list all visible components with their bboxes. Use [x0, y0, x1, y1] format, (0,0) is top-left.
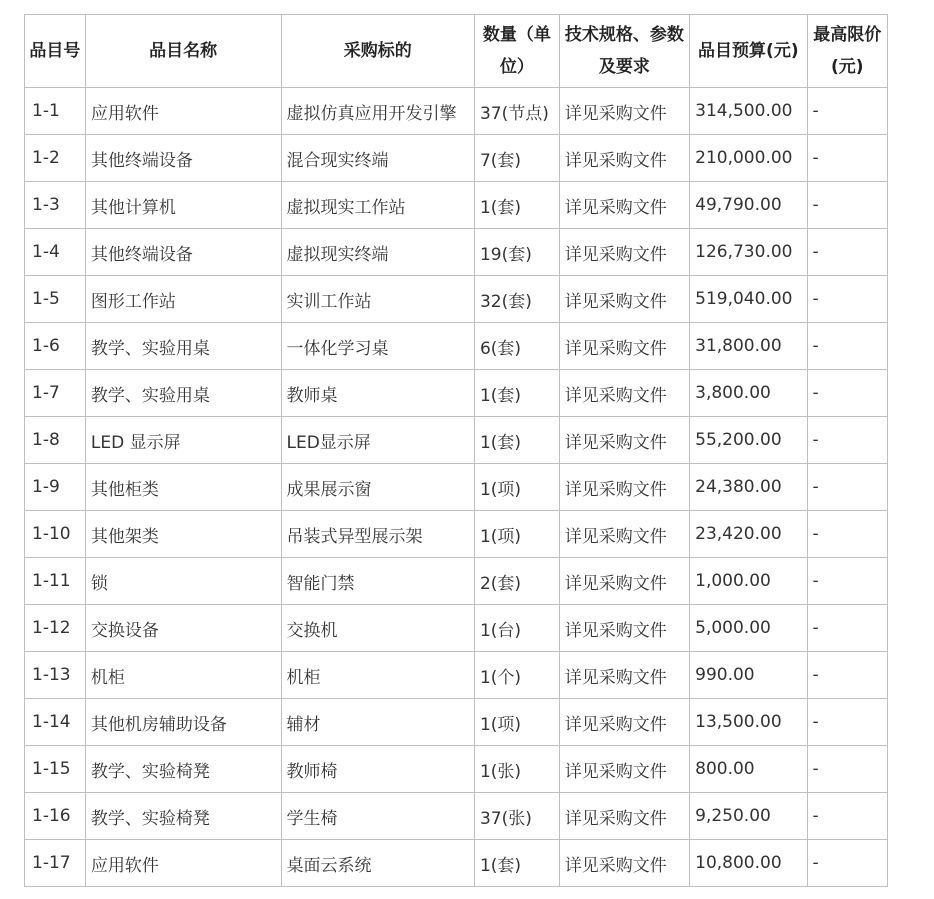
cell-max-price-limit: -	[807, 417, 887, 464]
cell-technical-specs: 详见采购文件	[559, 135, 689, 182]
cell-procurement-target: 虚拟现实终端	[281, 229, 474, 276]
cell-item-number: 1-1	[25, 88, 86, 135]
table-row	[25, 605, 888, 652]
cell-technical-specs: 详见采购文件	[559, 558, 689, 605]
cell-item-budget: 3,800.00	[690, 370, 807, 417]
cell-item-number: 1-8	[25, 417, 86, 464]
cell-max-price-limit: -	[807, 605, 887, 652]
table-row	[25, 840, 888, 887]
cell-quantity-unit: 1(个)	[474, 652, 559, 699]
cell-max-price-limit: -	[807, 276, 887, 323]
cell-procurement-target: 智能门禁	[281, 558, 474, 605]
cell-item-budget: 519,040.00	[690, 276, 807, 323]
cell-item-budget: 24,380.00	[690, 464, 807, 511]
cell-quantity-unit: 1(项)	[474, 511, 559, 558]
table-body	[25, 88, 888, 887]
table-row	[25, 370, 888, 417]
cell-max-price-limit: -	[807, 793, 887, 840]
cell-technical-specs: 详见采购文件	[559, 699, 689, 746]
cell-item-name: 锁	[85, 558, 281, 605]
cell-item-number: 1-16	[25, 793, 86, 840]
cell-item-budget: 5,000.00	[690, 605, 807, 652]
cell-item-budget: 314,500.00	[690, 88, 807, 135]
table-row	[25, 464, 888, 511]
header-quantity-unit: 数量（单位）	[474, 15, 559, 88]
cell-quantity-unit: 1(台)	[474, 605, 559, 652]
table-row	[25, 135, 888, 182]
cell-item-number: 1-17	[25, 840, 86, 887]
cell-max-price-limit: -	[807, 699, 887, 746]
cell-quantity-unit: 1(项)	[474, 464, 559, 511]
cell-quantity-unit: 2(套)	[474, 558, 559, 605]
cell-technical-specs: 详见采购文件	[559, 652, 689, 699]
cell-procurement-target: 吊装式异型展示架	[281, 511, 474, 558]
table-row	[25, 558, 888, 605]
cell-max-price-limit: -	[807, 88, 887, 135]
cell-quantity-unit: 32(套)	[474, 276, 559, 323]
cell-item-name: 交换设备	[85, 605, 281, 652]
cell-item-budget: 990.00	[690, 652, 807, 699]
header-max-price-limit: 最高限价(元)	[807, 15, 887, 88]
cell-item-budget: 800.00	[690, 746, 807, 793]
cell-item-name: 其他计算机	[85, 182, 281, 229]
cell-item-budget: 31,800.00	[690, 323, 807, 370]
table-row	[25, 746, 888, 793]
cell-quantity-unit: 1(套)	[474, 417, 559, 464]
cell-item-number: 1-15	[25, 746, 86, 793]
cell-item-budget: 23,420.00	[690, 511, 807, 558]
cell-item-number: 1-14	[25, 699, 86, 746]
table-row	[25, 182, 888, 229]
cell-item-name: 教学、实验椅凳	[85, 746, 281, 793]
cell-procurement-target: 教师桌	[281, 370, 474, 417]
table-header-row	[25, 15, 888, 88]
cell-procurement-target: 辅材	[281, 699, 474, 746]
cell-item-number: 1-9	[25, 464, 86, 511]
cell-item-number: 1-12	[25, 605, 86, 652]
cell-max-price-limit: -	[807, 464, 887, 511]
cell-item-budget: 210,000.00	[690, 135, 807, 182]
cell-procurement-target: 机柜	[281, 652, 474, 699]
table-row	[25, 511, 888, 558]
cell-item-name: 其他终端设备	[85, 229, 281, 276]
cell-quantity-unit: 1(张)	[474, 746, 559, 793]
header-item-name: 品目名称	[85, 15, 281, 88]
cell-item-number: 1-11	[25, 558, 86, 605]
cell-max-price-limit: -	[807, 558, 887, 605]
cell-item-number: 1-10	[25, 511, 86, 558]
table-row	[25, 417, 888, 464]
cell-item-budget: 126,730.00	[690, 229, 807, 276]
cell-technical-specs: 详见采购文件	[559, 276, 689, 323]
cell-procurement-target: 交换机	[281, 605, 474, 652]
cell-technical-specs: 详见采购文件	[559, 511, 689, 558]
cell-procurement-target: 混合现实终端	[281, 135, 474, 182]
cell-item-name: 其他架类	[85, 511, 281, 558]
cell-max-price-limit: -	[807, 652, 887, 699]
cell-quantity-unit: 37(张)	[474, 793, 559, 840]
cell-item-number: 1-5	[25, 276, 86, 323]
cell-item-number: 1-4	[25, 229, 86, 276]
cell-item-name: 图形工作站	[85, 276, 281, 323]
cell-technical-specs: 详见采购文件	[559, 746, 689, 793]
table-row	[25, 793, 888, 840]
cell-max-price-limit: -	[807, 370, 887, 417]
cell-max-price-limit: -	[807, 135, 887, 182]
table-row	[25, 323, 888, 370]
cell-technical-specs: 详见采购文件	[559, 464, 689, 511]
cell-quantity-unit: 1(项)	[474, 699, 559, 746]
cell-procurement-target: LED显示屏	[281, 417, 474, 464]
cell-max-price-limit: -	[807, 229, 887, 276]
cell-item-budget: 9,250.00	[690, 793, 807, 840]
header-procurement-target: 采购标的	[281, 15, 474, 88]
table-row	[25, 699, 888, 746]
cell-quantity-unit: 19(套)	[474, 229, 559, 276]
cell-procurement-target: 学生椅	[281, 793, 474, 840]
cell-item-number: 1-13	[25, 652, 86, 699]
cell-item-name: 其他终端设备	[85, 135, 281, 182]
cell-technical-specs: 详见采购文件	[559, 370, 689, 417]
cell-item-budget: 55,200.00	[690, 417, 807, 464]
cell-quantity-unit: 1(套)	[474, 370, 559, 417]
cell-max-price-limit: -	[807, 511, 887, 558]
table-row	[25, 652, 888, 699]
cell-quantity-unit: 7(套)	[474, 135, 559, 182]
header-technical-specs: 技术规格、参数及要求	[559, 15, 689, 88]
cell-technical-specs: 详见采购文件	[559, 182, 689, 229]
cell-item-name: 应用软件	[85, 88, 281, 135]
cell-technical-specs: 详见采购文件	[559, 840, 689, 887]
cell-item-number: 1-7	[25, 370, 86, 417]
cell-procurement-target: 成果展示窗	[281, 464, 474, 511]
header-item-number: 品目号	[25, 15, 86, 88]
cell-item-name: 应用软件	[85, 840, 281, 887]
cell-technical-specs: 详见采购文件	[559, 323, 689, 370]
cell-item-name: 其他机房辅助设备	[85, 699, 281, 746]
cell-item-budget: 13,500.00	[690, 699, 807, 746]
cell-procurement-target: 虚拟仿真应用开发引擎	[281, 88, 474, 135]
table-row	[25, 88, 888, 135]
cell-technical-specs: 详见采购文件	[559, 605, 689, 652]
procurement-table-container	[24, 14, 888, 887]
cell-max-price-limit: -	[807, 323, 887, 370]
cell-item-name: 机柜	[85, 652, 281, 699]
cell-quantity-unit: 6(套)	[474, 323, 559, 370]
cell-item-name: 教学、实验用桌	[85, 370, 281, 417]
cell-technical-specs: 详见采购文件	[559, 229, 689, 276]
cell-item-name: 教学、实验椅凳	[85, 793, 281, 840]
cell-item-budget: 10,800.00	[690, 840, 807, 887]
cell-technical-specs: 详见采购文件	[559, 793, 689, 840]
cell-max-price-limit: -	[807, 182, 887, 229]
cell-technical-specs: 详见采购文件	[559, 417, 689, 464]
cell-item-number: 1-6	[25, 323, 86, 370]
cell-item-number: 1-2	[25, 135, 86, 182]
table-row	[25, 276, 888, 323]
cell-technical-specs: 详见采购文件	[559, 88, 689, 135]
cell-quantity-unit: 1(套)	[474, 840, 559, 887]
cell-item-budget: 49,790.00	[690, 182, 807, 229]
cell-procurement-target: 一体化学习桌	[281, 323, 474, 370]
cell-item-name: 其他柜类	[85, 464, 281, 511]
table-row	[25, 229, 888, 276]
cell-item-name: 教学、实验用桌	[85, 323, 281, 370]
cell-procurement-target: 教师椅	[281, 746, 474, 793]
procurement-items-table	[24, 14, 888, 887]
cell-quantity-unit: 1(套)	[474, 182, 559, 229]
cell-item-number: 1-3	[25, 182, 86, 229]
cell-max-price-limit: -	[807, 746, 887, 793]
cell-procurement-target: 实训工作站	[281, 276, 474, 323]
cell-procurement-target: 桌面云系统	[281, 840, 474, 887]
header-item-budget: 品目预算(元)	[690, 15, 807, 88]
cell-quantity-unit: 37(节点)	[474, 88, 559, 135]
cell-procurement-target: 虚拟现实工作站	[281, 182, 474, 229]
cell-max-price-limit: -	[807, 840, 887, 887]
cell-item-budget: 1,000.00	[690, 558, 807, 605]
cell-item-name: LED 显示屏	[85, 417, 281, 464]
